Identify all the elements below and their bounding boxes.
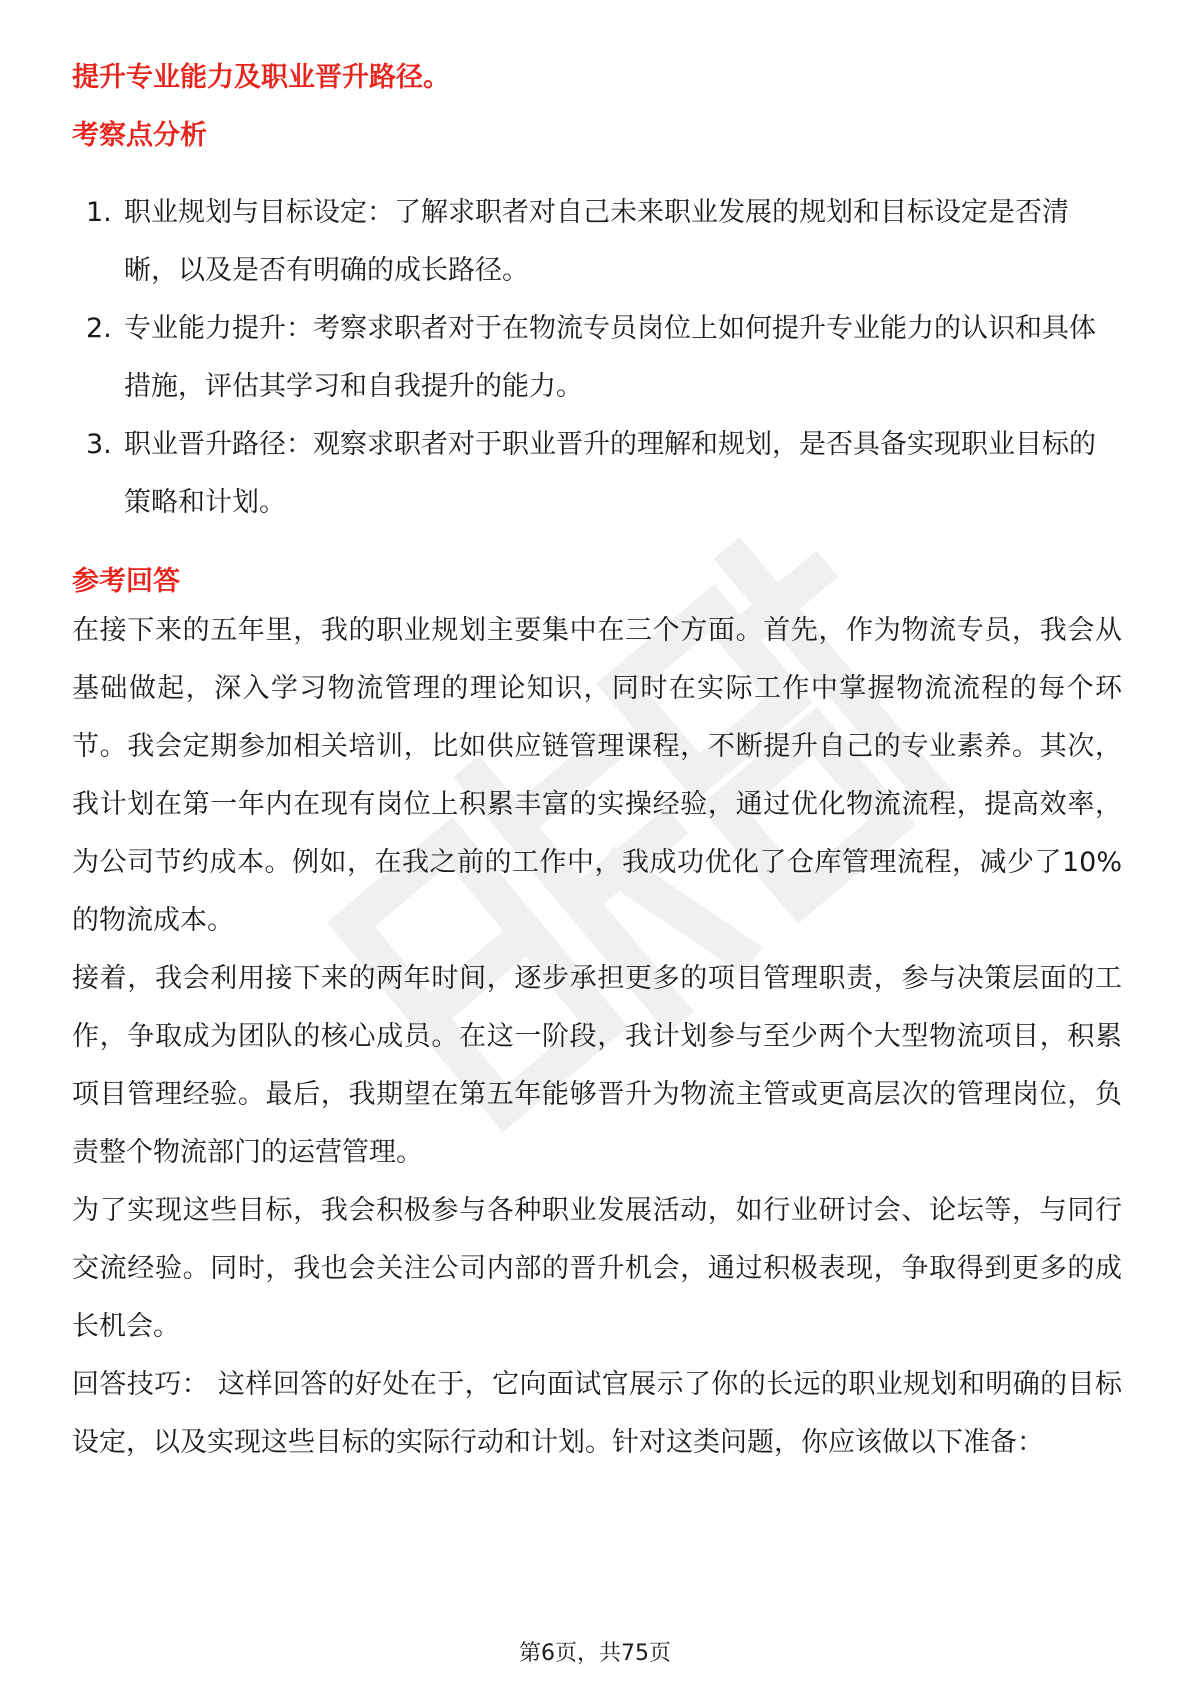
list-item	[72, 184, 1122, 300]
answer-tips-paragraph: 回答技巧： 这样回答的好处在于，它向面试官展示了你的长远的职业规划和明确的目标设定，以及实现这些目标的实际行动和计划。针对这类问题，你应该做以下准备：	[72, 1369, 1122, 1458]
analysis-list	[72, 184, 1122, 532]
intro-heading: 提升专业能力及职业晋升路径。	[72, 62, 450, 93]
list-item-text: 职业晋升路径：观察求职者对于职业晋升的理解和规划，是否具备实现职业目标的策略和计划。	[124, 429, 1096, 518]
analysis-heading: 考察点分析	[72, 120, 207, 151]
page-number-footer: 第6页，共75页	[519, 1641, 671, 1666]
document-content	[72, 52, 1122, 1472]
reference-heading: 参考回答	[72, 566, 180, 597]
answer-paragraph: 接着，我会利用接下来的两年时间，逐步承担更多的项目管理职责，参与决策层面的工作，争取成为团队的核心成员。在这一阶段，我计划参与至少两个大型物流项目，积累项目管理经验。最后，我期望在第五年能够晋升为物流主管或更高层次的管理岗位，负责整个物流部门的运营管理。	[72, 963, 1122, 1168]
list-item	[72, 416, 1122, 532]
answer-paragraph: 在接下来的五年里，我的职业规划主要集中在三个方面。首先，作为物流专员，我会从基础做起，深入学习物流管理的理论知识，同时在实际工作中掌握物流流程的每个环节。我会定期参加相关培训，比如供应链管理课程，不断提升自己的专业素养。其次，我计划在第一年内在现有岗位上积累丰富的实操经验，通过优化物流流程，提高效率，为公司节约成本。例如，在我之前的工作中，我成功优化了仓库管理流程，减少了10%的物流成本。	[72, 615, 1122, 936]
list-item-text: 职业规划与目标设定：了解求职者对自己未来职业发展的规划和目标设定是否清晰，以及是否有明确的成长路径。	[124, 197, 1069, 286]
list-item-number: 3.	[86, 429, 112, 460]
list-item	[72, 300, 1122, 416]
list-item-number: 1.	[86, 197, 112, 228]
list-item-text: 专业能力提升：考察求职者对于在物流专员岗位上如何提升专业能力的认识和具体措施，评估其学习和自我提升的能力。	[124, 313, 1096, 402]
answer-paragraph: 为了实现这些目标，我会积极参与各种职业发展活动，如行业研讨会、论坛等，与同行交流经验。同时，我也会关注公司内部的晋升机会，通过积极表现，争取得到更多的成长机会。	[72, 1195, 1122, 1342]
list-item-number: 2.	[86, 313, 112, 344]
